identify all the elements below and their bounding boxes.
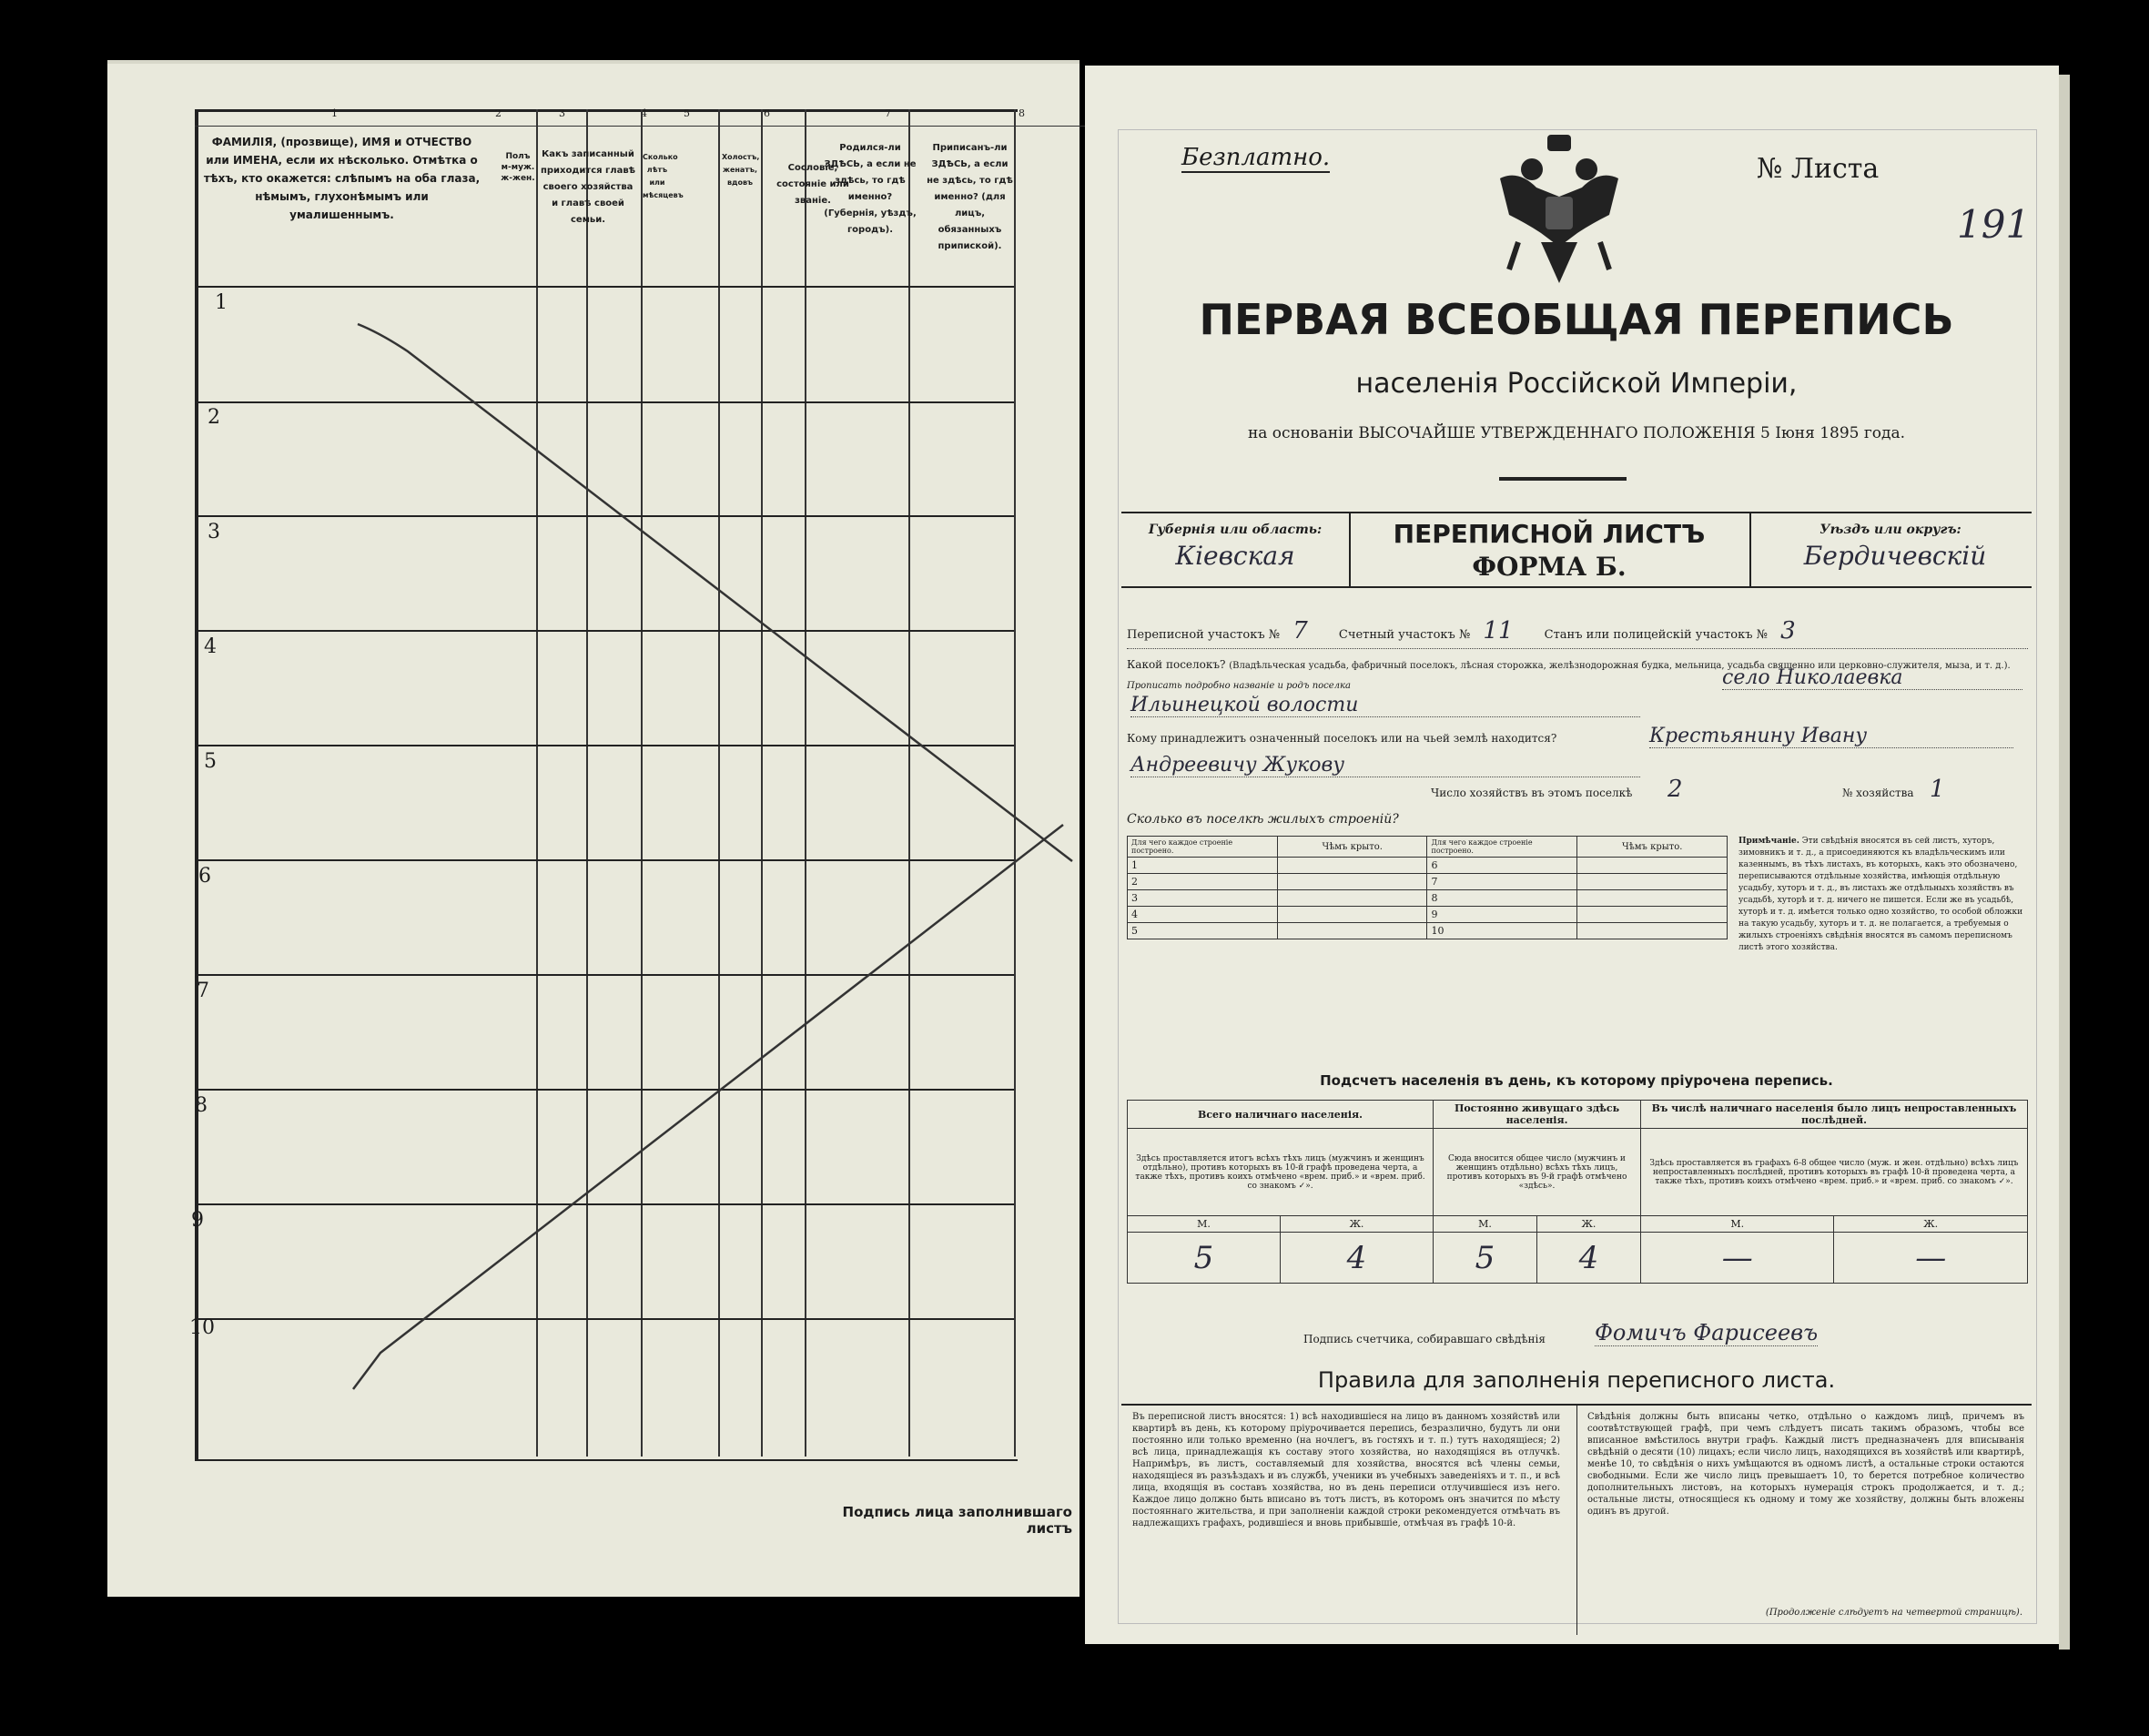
dwellings-header: Чѣмъ крыто. [1577, 837, 1728, 858]
settlement-value-1: село Николаевка [1722, 666, 2022, 690]
page-stack-edge [2059, 75, 2070, 1650]
col-num: 4 [641, 107, 647, 119]
note-text: Эти свѣдѣнія вносятся въ сей листъ, хуторъ, зимовникъ и т. д., а присоединяются къ владѣльческимъ или казеннымъ, въ тѣхъ листахъ, въ которыхъ, какъ это обозначено, переписываются отдѣльные хозяйства, имѣющія отдѣльную усадьбу, хуторъ и т. д., въ листахъ же отдѣльныхъ хозяйствъ въ усадьбѣ, хуторѣ и т. д. ничего не пишется. Если же въ усадьбѣ, хуторѣ и т. д. имѣется только одно хозяйство, то особой обложки на такую усадьбу, хуторъ и т. д. не полагается, а требуемыя о жилыхъ строеніяхъ свѣдѣнія вносятся въ самомъ переписномъ листѣ этого хозяйства. [1738, 837, 2023, 952]
summary-col-desc: Здѣсь проставляется итогъ всѣхъ тѣхъ лицъ (мужчинъ и женщинъ отдѣльно), противъ которыхъ въ 10-й графѣ проведена черта, а также тѣхъ, противъ коихъ отмѣчено «врем. приб.» и «врем. приб. со знакомъ ✓». [1128, 1129, 1434, 1216]
title-rule [1499, 477, 1627, 481]
row-number: 2 [208, 406, 220, 429]
dwelling-row-num: 5 [1128, 923, 1278, 939]
enumerator-signature-value: Фомичъ Фарисеевъ [1595, 1320, 1819, 1345]
col-num: 7 [885, 107, 891, 119]
row-number: 4 [204, 635, 217, 658]
document-basis: на основаніи ВЫСОЧАЙШЕ УТВЕРЖДЕННАГО ПОЛОЖЕНІЯ 5 Іюня 1895 года. [1247, 424, 1906, 442]
male-label: М. [1128, 1216, 1281, 1233]
rules-title: Правила для заполненія переписного листа. [1317, 1367, 1836, 1393]
dwelling-row-num: 9 [1427, 907, 1577, 923]
dwellings-header: Для чего каждое строеніе построено. [1427, 837, 1577, 858]
female-label: Ж. [1280, 1216, 1433, 1233]
left-page [107, 60, 1080, 1597]
female-label: Ж. [1536, 1216, 1640, 1233]
settlement-note2: Прописать подробно названіе и родъ поселка [1127, 681, 1351, 691]
district-line [1127, 617, 2028, 649]
summary-title: Подсчетъ населенія въ день, къ которому пріурочена перепись. [1320, 1072, 1833, 1089]
owner-value-1: Крестьянину Ивану [1649, 725, 2013, 748]
col-header-relation: Какъ записанный приходится главѣ своего хозяйства и главѣ своей семьи. [540, 149, 636, 225]
note-block [1738, 836, 2028, 954]
cross-out-strokes [107, 60, 1080, 1597]
population-summary-table [1127, 1100, 2028, 1284]
rules-right-column: Свѣдѣнія должны быть вписаны четко, отдѣльно о каждомъ лицѣ, причемъ въ соотвѣтствующей графѣ, при чемъ слѣдуетъ писать такимъ образомъ, чтобы все вписанное вмѣстилось внутри графъ. Каждый листъ предназначенъ для вписыванія свѣдѣній о десяти (10) лицахъ; если число лицъ, находящихся въ хозяйствѣ или квартирѣ, менѣе 10, то свѣдѣнія о нихъ умѣщаются въ одномъ листѣ, а остальные строки остаются свободными. Если же число лицъ превышаетъ 10, то берется потребное количество дополнительныхъ листовъ, на которыхъ нумерація строкъ продолжается, и т. д.; остальные листы, относящіеся къ одному и тому же хозяйству, должны быть вложены одинъ въ другой. [1587, 1412, 2024, 1517]
uezd-label: Уѣздъ или округъ: [1820, 523, 1961, 537]
col-header-name: ФАМИЛІЯ, (прозвище), ИМЯ и ОТЧЕСТВО или ИМЕНА, если их нѣсколько. Отмѣтка о тѣхъ, кто окажется: слѣпымъ на оба глаза, нѣмымъ, глухонѣмымъ или умалишеннымъ. [203, 136, 481, 221]
row-number: 7 [197, 980, 209, 1002]
document-title: ПЕРВАЯ ВСЕОБЩАЯ ПЕРЕПИСЬ [1199, 295, 1954, 344]
settlement-label: Какой поселокъ? [1127, 658, 1226, 671]
household-no-value: 1 [1930, 776, 1945, 803]
owner-value-2: Андреевичу Жукову [1130, 754, 1640, 777]
free-label: Безплатно. [1181, 144, 1331, 171]
col-header-marital: Холостъ, женатъ, вдовъ [722, 153, 760, 187]
row-number: 6 [198, 865, 211, 888]
summary-col-header: Въ числѣ наличнаго населенія было лицъ непроставленныхъ послѣдней. [1640, 1101, 2027, 1129]
census-district-value: 7 [1292, 617, 1308, 645]
row-number: 1 [215, 291, 228, 314]
settlement-note: (Владѣльческая усадьба, фабричный поселокъ, лѣсная сторожка, желѣзнодорожная будка, мельница, усадьба священно или церковно-служителя, мыза, и т. д.). [1229, 661, 2011, 671]
dwelling-row-num: 3 [1128, 890, 1278, 907]
row-number: 9 [191, 1209, 204, 1232]
settlement-value-2: Ильинецкой волости [1130, 694, 1640, 717]
rules-column-divider [1576, 1404, 1577, 1635]
summary-col-desc: Здѣсь проставляется въ графахъ 6-8 общее число (муж. и жен. отдѣльно) всѣхъ лицъ непроставленныхъ послѣдней, противъ которыхъ въ графѣ 10-й проведена черта, а также тѣхъ, противъ коихъ отмѣчено «врем. приб.» и «врем. приб. со знакомъ ✓». [1640, 1129, 2027, 1216]
col-num: 8 [1019, 107, 1025, 119]
dwelling-row-num: 6 [1427, 858, 1577, 874]
dwellings-label: Сколько въ поселкѣ жилыхъ строеній? [1127, 812, 1399, 827]
col-header-sex: Полъ м-муж. ж-жен. [501, 152, 535, 183]
counting-district-label: Счетный участокъ № [1338, 628, 1471, 642]
row-number: 5 [204, 750, 217, 773]
form-header-box [1121, 512, 2032, 588]
col-header-birthplace: Родился-ли ЗДѢСЬ, а если не здѣсь, то гдѣ именно? (Губернія, уѣздъ, городъ). [824, 143, 917, 235]
total-male-count: 5 [1128, 1233, 1281, 1284]
dwellings-header: Для чего каждое строеніе построено. [1128, 837, 1278, 858]
col-num: 2 [495, 107, 502, 119]
stan-value: 3 [1780, 617, 1796, 645]
female-label: Ж. [1834, 1216, 2028, 1233]
dwelling-row-num: 10 [1427, 923, 1577, 939]
resident-female-count: 4 [1536, 1233, 1640, 1284]
uezd-value: Бердичевскій [1803, 541, 1987, 571]
stan-label: Станъ или полицейскій участокъ № [1544, 628, 1768, 642]
census-district-label: Переписной участокъ № [1127, 628, 1281, 642]
col-header-registry: Приписанъ-ли ЗДѢСЬ, а если не здѣсь, то гдѣ именно? (для лицъ, обязанныхъ припиской). [927, 143, 1013, 251]
male-label: М. [1434, 1216, 1537, 1233]
other-male-count: — [1640, 1233, 1833, 1284]
rules-left-column: Въ переписной листъ вносятся: 1) всѣ находившіеся на лицо въ данномъ хозяйствѣ или квартирѣ въ день, къ которому пріурочивается перепись, безразлично, будутъ ли они постоянно или только временно (на ночлегъ, въ гостяхъ и т. п.) тутъ находящіеся; 2) всѣ лица, принадлежащія къ составу этого хозяйства, но находящіяся въ отлучкѣ. Напримѣръ, въ листъ, составляемый для хозяйства, вносятся всѣ члены семьи, находящіеся въ разъѣздахъ и въ службѣ, ученики въ учебныхъ заведеніяхъ и т. п., и всѣ лица, входящія въ составъ хозяйства, но въ день переписи отлучившіеся изъ него. Каждое лицо должно быть вписано въ тотъ листъ, въ которомъ онъ значится по мѣсту постояннаго жительства, и при заполненіи каждой строки рекомендуется отмѣчать въ надлежащихъ графахъ, родившіеся и вновь прибывшіе, отмѣчая въ графѣ 10-й. [1132, 1412, 1560, 1528]
dwellings-header: Чѣмъ крыто. [1277, 837, 1427, 858]
other-female-count: — [1834, 1233, 2028, 1284]
col-header-estate: Сословіе, состояніе или званіе. [776, 163, 849, 206]
form-name: ФОРМА Б. [1472, 552, 1627, 582]
households-value: 2 [1668, 776, 1683, 803]
col-num: 6 [764, 107, 770, 119]
sheet-number-label: № Листа [1757, 153, 1880, 185]
double-headed-eagle-emblem [1491, 133, 1627, 288]
dwelling-row-num: 7 [1427, 874, 1577, 890]
col-num: 3 [559, 107, 565, 119]
dwelling-row-num: 4 [1128, 907, 1278, 923]
owner-label: Кому принадлежитъ означенный поселокъ или на чьей землѣ находится? [1127, 732, 1557, 745]
row-number: 10 [189, 1316, 215, 1339]
counting-district-value: 11 [1483, 617, 1514, 645]
document-subtitle: населенія Россійской Имперіи, [1355, 368, 1798, 400]
row-number: 3 [208, 521, 220, 543]
form-title: ПЕРЕПИСНОЙ ЛИСТЪ [1393, 519, 1706, 549]
note-title: Примѣчаніе. [1738, 837, 1799, 846]
male-label: М. [1640, 1216, 1833, 1233]
signature-label: Подпись лица заполнившаго листъ [842, 1504, 1072, 1537]
dwelling-row-num: 2 [1128, 874, 1278, 890]
right-page [1085, 66, 2059, 1644]
households-label: Число хозяйствъ въ этомъ поселкѣ [1431, 787, 1633, 799]
summary-col-header: Всего наличнаго населенія. [1128, 1101, 1434, 1129]
guberniya-label: Губернія или область: [1148, 523, 1323, 537]
rules-continue: (Продолженіе слѣдуетъ на четвертой страницѣ). [1765, 1608, 2022, 1618]
summary-col-desc: Сюда вносится общее число (мужчинъ и женщинъ отдѣльно) всѣхъ тѣхъ лицъ, противъ которыхъ въ 9-й графѣ отмѣчено «здѣсь». [1434, 1129, 1641, 1216]
sheet-number-handwritten: 191 [1957, 202, 2031, 247]
resident-male-count: 5 [1434, 1233, 1537, 1284]
guberniya-value: Кіевская [1175, 541, 1295, 571]
dwellings-table [1127, 836, 1728, 939]
summary-col-header: Постоянно живущаго здѣсь населенія. [1434, 1101, 1641, 1129]
col-num: 5 [684, 107, 690, 119]
household-no-label: № хозяйства [1842, 787, 1914, 799]
dwelling-row-num: 8 [1427, 890, 1577, 907]
col-header-age: Сколько лѣтъ или мѣсяцевъ [643, 153, 684, 199]
dwelling-row-num: 1 [1128, 858, 1278, 874]
total-female-count: 4 [1280, 1233, 1433, 1284]
row-number: 8 [195, 1094, 208, 1117]
enumerator-signature-label: Подпись счетчика, собиравшаго свѣдѣнія [1303, 1333, 1546, 1345]
col-num: 1 [331, 107, 338, 119]
